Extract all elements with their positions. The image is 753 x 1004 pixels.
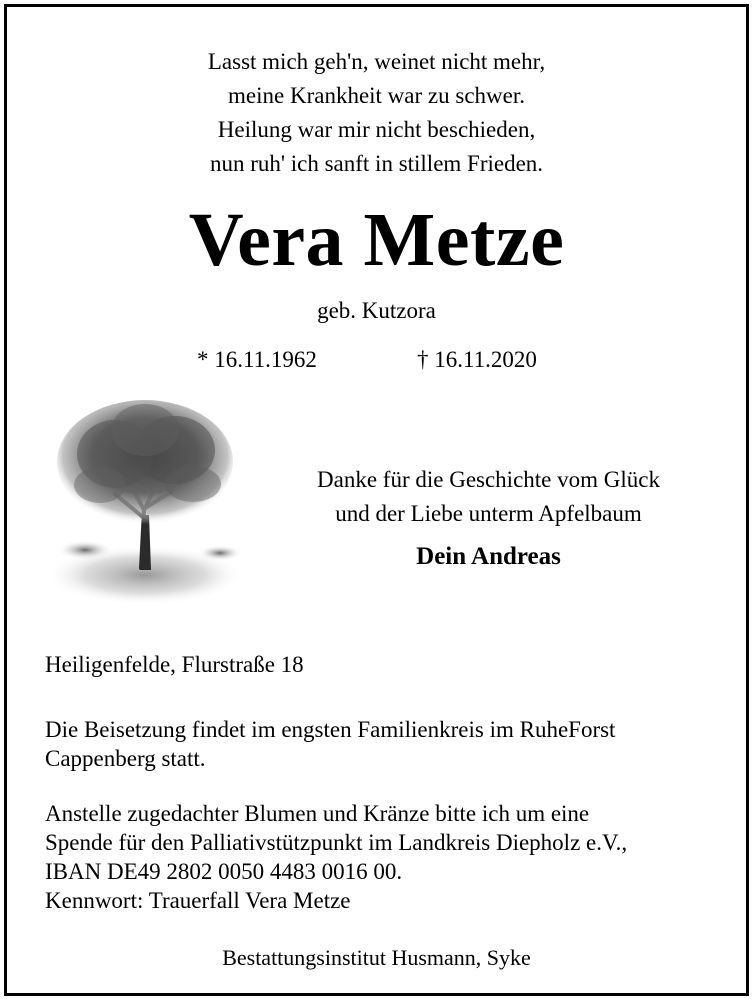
dedication (247, 463, 730, 531)
burial-line: Cappenberg statt. (45, 746, 206, 771)
poem-line: nun ruh' ich sanft in stillem Frieden. (209, 151, 544, 176)
donation-iban: IBAN DE49 2802 0050 4483 0016 00. (45, 859, 403, 884)
poem-line: Lasst mich geh'n, weinet nicht mehr, (207, 49, 546, 74)
poem-line: meine Krankheit war zu schwer. (228, 83, 525, 108)
donation-line: Spende für den Palliativstützpunkt im Landkreis Diepholz e.V., (45, 830, 628, 855)
signature: Dein Andreas (416, 543, 561, 570)
obituary-notice (4, 4, 749, 996)
address: Heiligenfelde, Flurstraße 18 (45, 652, 304, 677)
donation-keyword: Kennwort: Trauerfall Vera Metze (45, 888, 351, 913)
birth-date: * 16.11.1962 (197, 347, 317, 372)
donation-notice (45, 799, 725, 915)
burial-notice (45, 715, 725, 773)
funeral-home: Bestattungsinstitut Husmann, Syke (222, 945, 531, 970)
maiden-name: geb. Kutzora (317, 298, 436, 323)
burial-line: Die Beisetzung findet im engsten Familienkreis im RuheForst (45, 717, 616, 742)
deceased-name: Vera Metze (188, 198, 565, 282)
dedication-line: und der Liebe unterm Apfelbaum (335, 501, 642, 526)
dedication-line: Danke für die Geschichte vom Glück (317, 467, 660, 492)
donation-line: Anstelle zugedachter Blumen und Kränze bitte ich um eine (45, 801, 590, 826)
poem-line: Heilung war mir nicht beschieden, (217, 117, 536, 142)
tree-icon (45, 390, 245, 605)
death-date: † 16.11.2020 (417, 347, 537, 372)
poem (7, 45, 746, 181)
